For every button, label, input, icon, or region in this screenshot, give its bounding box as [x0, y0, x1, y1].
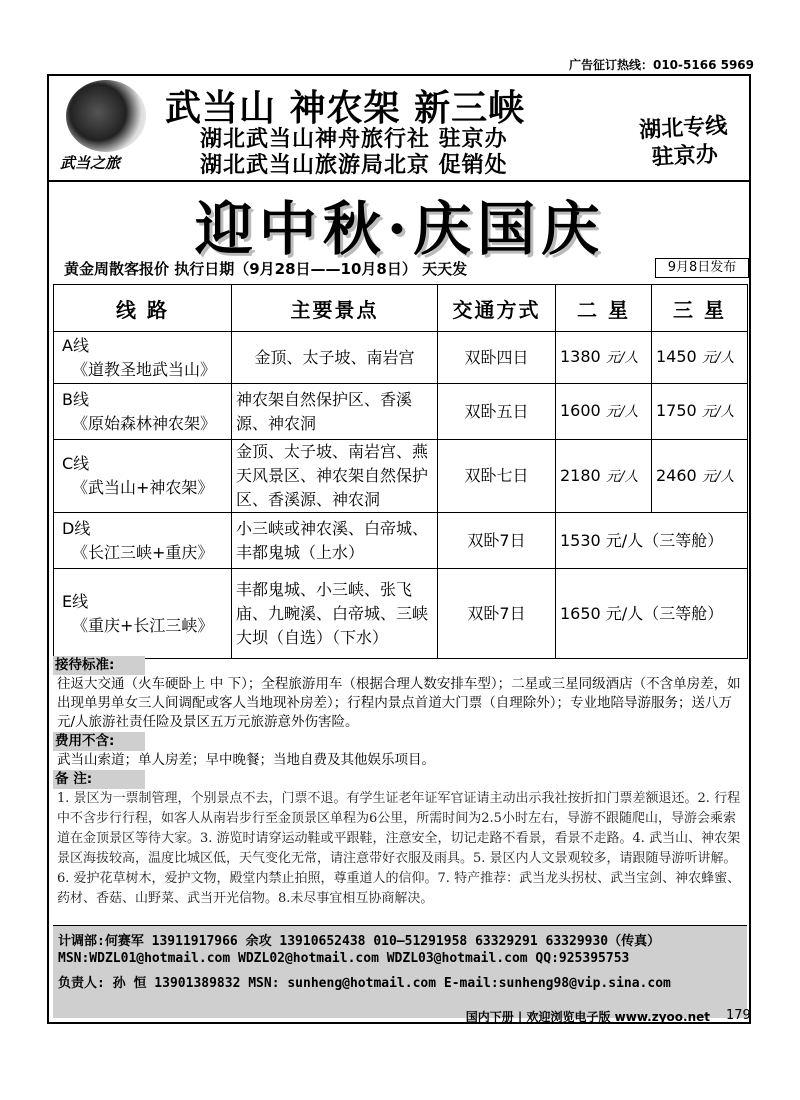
price-unit: 元/人: [605, 468, 639, 485]
price-unit: 元/人: [605, 404, 639, 420]
merged-price: 1650 元/人（三等舱）: [556, 569, 748, 659]
three-star-price: [652, 332, 748, 384]
price-value: 2180: [560, 465, 601, 485]
two-star-price: [556, 332, 652, 384]
route-name: 《长江三峡+重庆》: [72, 542, 214, 562]
col-transport: 交通方式: [438, 285, 556, 332]
routes-table: [53, 284, 748, 659]
route-cell: [54, 569, 232, 659]
spots-cell: 小三峡或神农溪、白帝城、丰都鬼城（上水）: [232, 513, 438, 569]
route-id: A线: [62, 335, 89, 355]
col-two-star: 二 星: [556, 285, 652, 332]
col-route: 线 路: [54, 285, 232, 332]
remarks-body: 1. 景区为一票制管理，个别景点不去，门票不退。有学生证老年证军官证请主动出示我社按折扣门票差额退还。2. 行程中不含步行行程，如客人从南岩步行至金顶景区单程为6公里，所需时间为2.5小时左右，导游不跟随爬山，导游会乘索道在金顶景区等待大家。3. 游览时请穿运动鞋或平跟鞋，注意安全，切记走路不看景，看景不走路。4. 武当山、神农架景区海拔较高，温度比城区低，天气变化无常，请注意带好衣服及雨具。5. 景区内人文景观较多，请跟随导游听讲解。6. 爱护花草树木，爱护文物，殿堂内禁止拍照，尊重道人的信仰。7. 特产推荐：武当龙头拐杖、武当宝剑、神农蜂蜜、药材、香菇、山野菜、武当开光信物。8.未尽事宜相互协商解决。: [57, 791, 741, 906]
route-name: 《原始森林神农架》: [72, 413, 217, 433]
route-id: E线: [62, 591, 89, 611]
route-cell: [54, 384, 232, 440]
festival-banner: 迎中秋·庆国庆: [194, 195, 606, 263]
table-row: [54, 332, 748, 384]
contact-line-1: 计调部:何赛军 13911917966 余攻 13910652438 010—51291958 63329291 63329930（传真）: [58, 934, 661, 949]
spots-cell: 金顶、太子坡、南岩宫、燕天风景区、神农架自然保护区、香溪源、神农洞: [232, 440, 438, 513]
remarks-heading: 备 注:: [53, 770, 145, 789]
price-unit: 元/人: [701, 468, 735, 485]
price-value: 1450: [656, 347, 697, 366]
table-row: [54, 569, 748, 659]
notes-section: [53, 656, 747, 922]
price-value: 1600: [560, 401, 601, 420]
transport-cell: 双卧7日: [438, 569, 556, 659]
route-id: B线: [62, 389, 89, 409]
transport-cell: 双卧五日: [438, 384, 556, 440]
route-id: C线: [62, 454, 90, 473]
spots-cell: 神农架自然保护区、香溪源、神农洞: [232, 384, 438, 440]
taiji-logo-icon: [66, 80, 146, 152]
route-name: 《武当山+神农架》: [72, 478, 214, 497]
page-number: 179: [726, 1008, 751, 1023]
merged-price: 1530 元/人（三等舱）: [556, 513, 748, 569]
standard-heading: 接待标准:: [53, 656, 145, 675]
exclude-body: 武当山索道；单人房差；早中晚餐；当地自费及其他娱乐项目。: [57, 752, 435, 768]
contact-line-2: MSN:WDZL01@hotmail.com WDZL02@hotmail.com WDZL03@hotmail.com QQ:925395753: [58, 951, 630, 966]
page-title: 武当山 神农架 新三峡: [165, 87, 526, 129]
badge-line-1: 湖北专线: [638, 112, 728, 144]
three-star-price: [652, 384, 748, 440]
two-star-price: [556, 440, 652, 513]
route-id: D线: [62, 518, 91, 538]
table-row: [54, 440, 748, 513]
price-period: 黄金周散客报价 执行日期（9月28日——10月8日） 天天发: [64, 260, 468, 278]
route-cell: [54, 513, 232, 569]
agency-name-2: 湖北武当山旅游局北京 促销处: [200, 152, 508, 178]
table-header-row: [54, 285, 748, 332]
route-name: 《重庆+长江三峡》: [72, 615, 214, 635]
price-value: 1750: [656, 401, 697, 420]
spots-cell: 金顶、太子坡、南岩宫: [232, 332, 438, 384]
contact-line-3: 负责人: 孙 恒 13901389832 MSN: sunheng@hotmail.com E-mail:sunheng98@vip.sina.com: [58, 976, 671, 991]
route-cell: [54, 332, 232, 384]
two-star-price: [556, 384, 652, 440]
price-value: 1380: [560, 347, 601, 366]
ad-hotline: 广告征订热线：010-5166 5969: [568, 58, 754, 72]
table-row: [54, 384, 748, 440]
specialty-badge: [627, 111, 742, 173]
exclude-heading: 费用不含:: [53, 732, 145, 751]
spots-cell: 丰都鬼城、小三峡、张飞庙、九畹溪、白帝城、三峡大坝（自选）（下水）: [232, 569, 438, 659]
route-cell: [54, 440, 232, 513]
transport-cell: 双卧7日: [438, 513, 556, 569]
price-unit: 元/人: [701, 404, 735, 420]
agency-name-1: 湖北武当山神舟旅行社 驻京办: [200, 126, 508, 152]
transport-cell: 双卧四日: [438, 332, 556, 384]
price-unit: 元/人: [605, 350, 639, 366]
three-star-price: [652, 440, 748, 513]
transport-cell: 双卧七日: [438, 440, 556, 513]
col-spots: 主要景点: [232, 285, 438, 332]
price-unit: 元/人: [701, 350, 735, 366]
standard-body: 往返大交通（火车硬卧上 中 下）；全程旅游用车（根据合理人数安排车型）；二星或三星同级酒店（不含单房差，如出现单男单女三人间调配或客人当地现补房差）；行程内景点首道大门票（自理除外）；专业地陪导游服务；送八万元/人旅游社责任险及景区五万元旅游意外伤害险。: [57, 676, 741, 730]
price-value: 2460: [656, 465, 697, 485]
col-three-star: 三 星: [652, 285, 748, 332]
publish-date: 9月8日发布: [655, 258, 749, 278]
page-footer: 国内下册 | 欢迎浏览电子版 www.zyoo.net: [465, 1010, 710, 1024]
table-row: [54, 513, 748, 569]
route-name: 《道教圣地武当山》: [72, 359, 217, 379]
badge-line-2: 驻京办: [651, 141, 719, 171]
logo-text: 武当之旅: [60, 154, 121, 172]
